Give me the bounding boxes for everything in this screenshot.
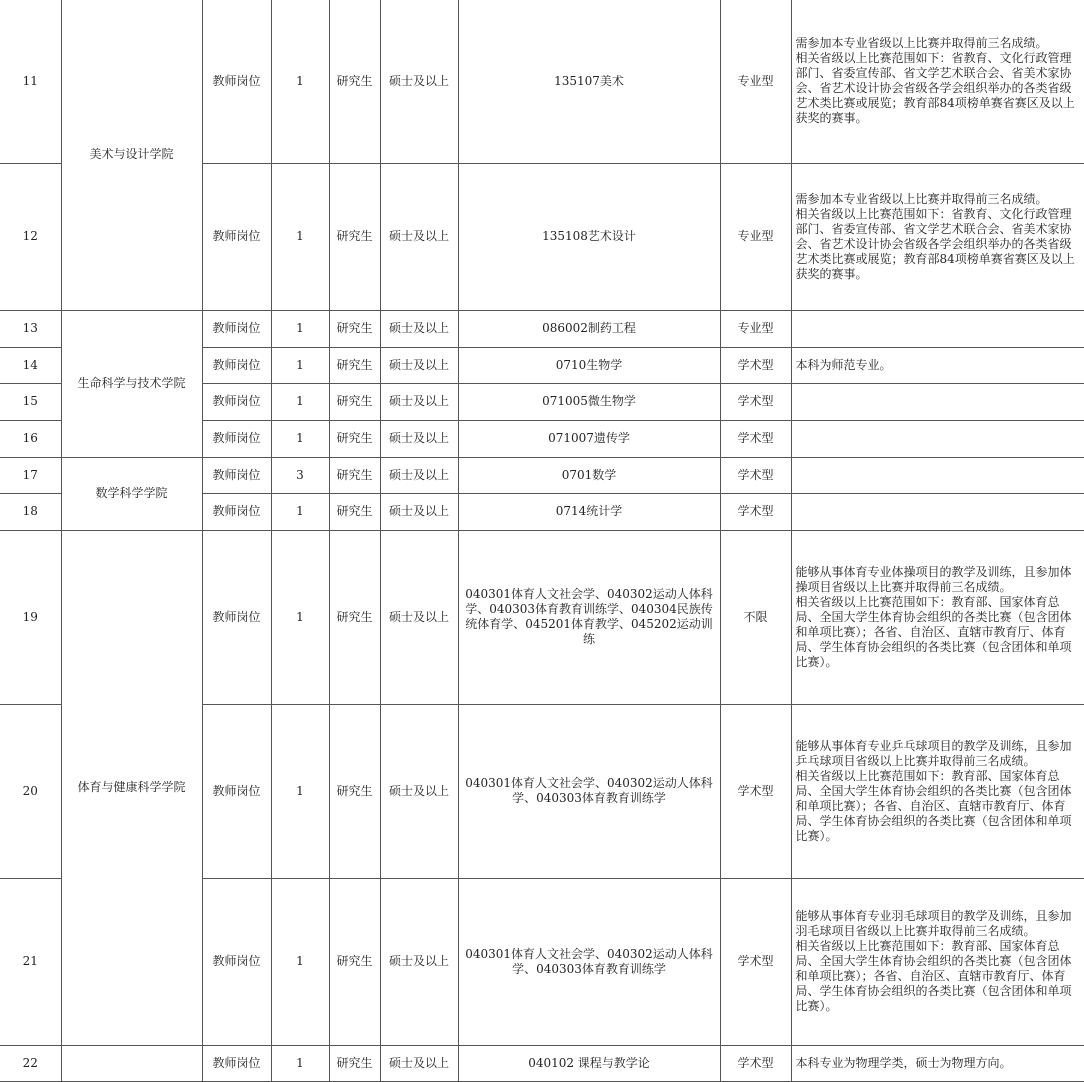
type-cell: 专业型 xyxy=(720,163,791,310)
row-number: 16 xyxy=(0,420,61,457)
row-number: 11 xyxy=(0,0,61,163)
type-cell: 学术型 xyxy=(720,493,791,530)
degree-cell: 硕士及以上 xyxy=(380,310,458,347)
row-number: 13 xyxy=(0,310,61,347)
education-cell: 研究生 xyxy=(329,347,380,383)
row-number: 15 xyxy=(0,383,61,420)
major-cell: 0701数学 xyxy=(458,457,720,493)
type-cell: 学术型 xyxy=(720,457,791,493)
degree-cell: 硕士及以上 xyxy=(380,1045,458,1081)
requirement-cell: 需参加本专业省级以上比赛并取得前三名成绩。 相关省级以上比赛范围如下：省教育、文化行政管理部门、省委宣传部、省文学艺术联合会、省美术家协会、省艺术设计协会省级各学会组织举办的各类省级艺术类比赛或展览；教育部84项榜单赛省赛区及以上获奖的赛事。 xyxy=(791,0,1084,163)
major-cell: 0710生物学 xyxy=(458,347,720,383)
post-cell: 教师岗位 xyxy=(202,310,271,347)
major-cell: 071007遗传学 xyxy=(458,420,720,457)
department-cell: 体育与健康科学学院 xyxy=(61,530,202,1045)
requirement-cell xyxy=(791,457,1084,493)
degree-cell: 硕士及以上 xyxy=(380,530,458,704)
degree-cell: 硕士及以上 xyxy=(380,457,458,493)
type-cell: 学术型 xyxy=(720,383,791,420)
department-cell: 数学科学学院 xyxy=(61,457,202,530)
count-cell: 1 xyxy=(271,493,329,530)
education-cell: 研究生 xyxy=(329,163,380,310)
row-number: 22 xyxy=(0,1045,61,1081)
post-cell: 教师岗位 xyxy=(202,0,271,163)
post-cell: 教师岗位 xyxy=(202,530,271,704)
post-cell: 教师岗位 xyxy=(202,420,271,457)
row-number: 19 xyxy=(0,530,61,704)
major-cell: 0714统计学 xyxy=(458,493,720,530)
education-cell: 研究生 xyxy=(329,878,380,1045)
count-cell: 3 xyxy=(271,457,329,493)
type-cell: 学术型 xyxy=(720,420,791,457)
row-number: 18 xyxy=(0,493,61,530)
row-number: 17 xyxy=(0,457,61,493)
count-cell: 1 xyxy=(271,420,329,457)
degree-cell: 硕士及以上 xyxy=(380,0,458,163)
table-row xyxy=(0,0,1084,163)
major-cell: 040301体育人文社会学、040302运动人体科学、040303体育教育训练学 xyxy=(458,878,720,1045)
post-cell: 教师岗位 xyxy=(202,347,271,383)
major-cell: 071005微生物学 xyxy=(458,383,720,420)
row-number: 20 xyxy=(0,704,61,878)
table-row xyxy=(0,457,1084,493)
post-cell: 教师岗位 xyxy=(202,1045,271,1081)
table-row xyxy=(0,530,1084,704)
post-cell: 教师岗位 xyxy=(202,493,271,530)
requirement-cell xyxy=(791,383,1084,420)
type-cell: 学术型 xyxy=(720,1045,791,1081)
major-cell: 040301体育人文社会学、040302运动人体科学、040303体育教育训练学 xyxy=(458,704,720,878)
education-cell: 研究生 xyxy=(329,457,380,493)
post-cell: 教师岗位 xyxy=(202,383,271,420)
post-cell: 教师岗位 xyxy=(202,457,271,493)
type-cell: 专业型 xyxy=(720,310,791,347)
major-cell: 135108艺术设计 xyxy=(458,163,720,310)
degree-cell: 硕士及以上 xyxy=(380,493,458,530)
degree-cell: 硕士及以上 xyxy=(380,347,458,383)
type-cell: 专业型 xyxy=(720,0,791,163)
type-cell: 不限 xyxy=(720,530,791,704)
post-cell: 教师岗位 xyxy=(202,878,271,1045)
department-cell: 生命科学与技术学院 xyxy=(61,310,202,457)
education-cell: 研究生 xyxy=(329,530,380,704)
degree-cell: 硕士及以上 xyxy=(380,383,458,420)
education-cell: 研究生 xyxy=(329,420,380,457)
table-row xyxy=(0,310,1084,347)
count-cell: 1 xyxy=(271,383,329,420)
requirement-cell xyxy=(791,493,1084,530)
education-cell: 研究生 xyxy=(329,493,380,530)
row-number: 12 xyxy=(0,163,61,310)
count-cell: 1 xyxy=(271,347,329,383)
count-cell: 1 xyxy=(271,1045,329,1081)
count-cell: 1 xyxy=(271,310,329,347)
requirement-cell xyxy=(791,310,1084,347)
type-cell: 学术型 xyxy=(720,704,791,878)
education-cell: 研究生 xyxy=(329,0,380,163)
row-number: 21 xyxy=(0,878,61,1045)
department-cell xyxy=(61,1045,202,1081)
education-cell: 研究生 xyxy=(329,310,380,347)
requirement-cell: 能够从事体育专业羽毛球项目的教学及训练，且参加羽毛球项目省级以上比赛并取得前三名成绩。 相关省级以上比赛范围如下：教育部、国家体育总局、全国大学生体育协会组织的各类比赛（包含团体和单项比赛）；各省、自治区、直辖市教育厅、体育局、学生体育协会组织的各类比赛（包含团体和单项比赛）。 xyxy=(791,878,1084,1045)
requirement-cell: 能够从事体育专业体操项目的教学及训练，且参加体操项目省级以上比赛并取得前三名成绩。 相关省级以上比赛范围如下：教育部、国家体育总局、全国大学生体育协会组织的各类比赛（包含团体和单项比赛）；各省、自治区、直辖市教育厅、体育局、学生体育协会组织的各类比赛（包含团体和单项比赛）。 xyxy=(791,530,1084,704)
degree-cell: 硕士及以上 xyxy=(380,878,458,1045)
requirement-cell: 需参加本专业省级以上比赛并取得前三名成绩。 相关省级以上比赛范围如下：省教育、文化行政管理部门、省委宣传部、省文学艺术联合会、省美术家协会、省艺术设计协会省级各学会组织举办的各类省级艺术类比赛或展览；教育部84项榜单赛省赛区及以上获奖的赛事。 xyxy=(791,163,1084,310)
count-cell: 1 xyxy=(271,704,329,878)
table-row xyxy=(0,1045,1084,1081)
education-cell: 研究生 xyxy=(329,704,380,878)
major-cell: 040102 课程与教学论 xyxy=(458,1045,720,1081)
count-cell: 1 xyxy=(271,0,329,163)
post-cell: 教师岗位 xyxy=(202,163,271,310)
education-cell: 研究生 xyxy=(329,1045,380,1081)
type-cell: 学术型 xyxy=(720,347,791,383)
row-number: 14 xyxy=(0,347,61,383)
requirement-cell xyxy=(791,420,1084,457)
department-cell: 美术与设计学院 xyxy=(61,0,202,310)
type-cell: 学术型 xyxy=(720,878,791,1045)
degree-cell: 硕士及以上 xyxy=(380,420,458,457)
degree-cell: 硕士及以上 xyxy=(380,163,458,310)
degree-cell: 硕士及以上 xyxy=(380,704,458,878)
count-cell: 1 xyxy=(271,530,329,704)
count-cell: 1 xyxy=(271,878,329,1045)
requirement-cell: 能够从事体育专业乒乓球项目的教学及训练，且参加乒乓球项目省级以上比赛并取得前三名成绩。 相关省级以上比赛范围如下：教育部、国家体育总局、全国大学生体育协会组织的各类比赛（包含团体和单项比赛）；各省、自治区、直辖市教育厅、体育局、学生体育协会组织的各类比赛（包含团体和单项比赛）。 xyxy=(791,704,1084,878)
education-cell: 研究生 xyxy=(329,383,380,420)
major-cell: 040301体育人文社会学、040302运动人体科学、040303体育教育训练学、040304民族传统体育学、045201体育教学、045202运动训练 xyxy=(458,530,720,704)
post-cell: 教师岗位 xyxy=(202,704,271,878)
major-cell: 086002制药工程 xyxy=(458,310,720,347)
requirement-cell: 本科专业为物理学类，硕士为物理方向。 xyxy=(791,1045,1084,1081)
major-cell: 135107美术 xyxy=(458,0,720,163)
count-cell: 1 xyxy=(271,163,329,310)
requirement-cell: 本科为师范专业。 xyxy=(791,347,1084,383)
